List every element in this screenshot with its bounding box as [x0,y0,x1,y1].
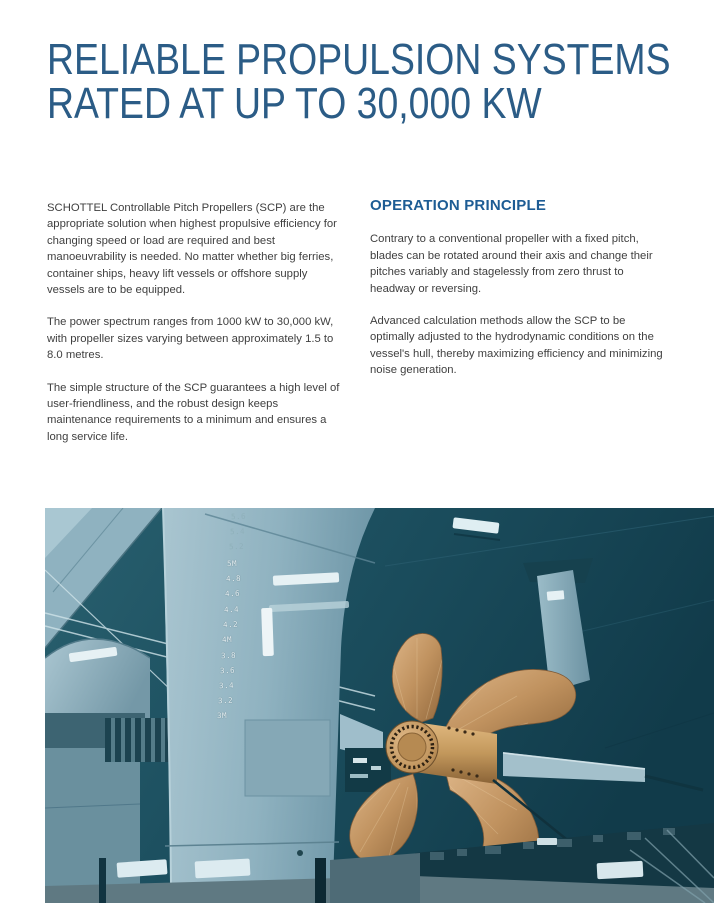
draft-mark-3.4: 3.4 [218,680,235,691]
page-title-line1: RELIABLE PROPULSION SYSTEMS [47,35,671,84]
draft-mark-4M: 4M [221,634,233,645]
page-title-line2: RATED AT UP TO 30,000 KW [47,79,542,128]
draft-mark-5.6: 5.6 [230,511,247,522]
draft-mark-5.4: 5.4 [229,526,246,537]
operation-principle-column [370,198,663,395]
operation-paragraph-1: Contrary to a conventional propeller with a fixed pitch, blades can be rotated around their axis and change their pitches variably and stagelessly from zero thrust to headway or reversing. [370,233,653,295]
draft-mark-5.2: 5.2 [228,541,245,552]
page-title [47,35,671,128]
draft-mark-3M: 3M [216,710,228,721]
propeller-photo [45,508,714,903]
draft-mark-3.2: 3.2 [217,695,234,706]
draft-mark-5M: 5M [226,558,238,569]
draft-mark-3.6: 3.6 [219,665,236,676]
operation-paragraph-2: Advanced calculation methods allow the SCP to be optimally adjusted to the hydrodynamic conditions on the vessel's hull, thereby maximizing efficiency and minimizing noise generation. [370,315,663,377]
draft-mark-3.8: 3.8 [220,650,237,661]
operation-principle-heading: OPERATION PRINCIPLE [370,197,547,214]
draft-mark-4.6: 4.6 [224,588,241,599]
intro-paragraph-1: SCHOTTEL Controllable Pitch Propellers (SCP) are the appropriate solution when highest propulsive efficiency for changing speed or load are required and best manoeuvrability is needed. No matter whether big ferries, container ships, heavy lift vessels or offshore supply vessels are to be equipped. [47,202,337,297]
propeller-photo-art [45,508,714,903]
draft-mark-4.4: 4.4 [223,604,240,615]
intro-paragraph-3: The simple structure of the SCP guarantees a high level of user-friendliness, and the robust design keeps maintenance requirements to a minimum and ensures a long service life. [47,381,340,443]
draft-mark-4.2: 4.2 [222,619,239,630]
intro-column [47,200,340,461]
intro-paragraph-2: The power spectrum ranges from 1000 kW to 30,000 kW, with propeller sizes varying between approximately 1.5 to 8.0 metres. [47,316,334,362]
draft-mark-4.8: 4.8 [225,573,242,584]
